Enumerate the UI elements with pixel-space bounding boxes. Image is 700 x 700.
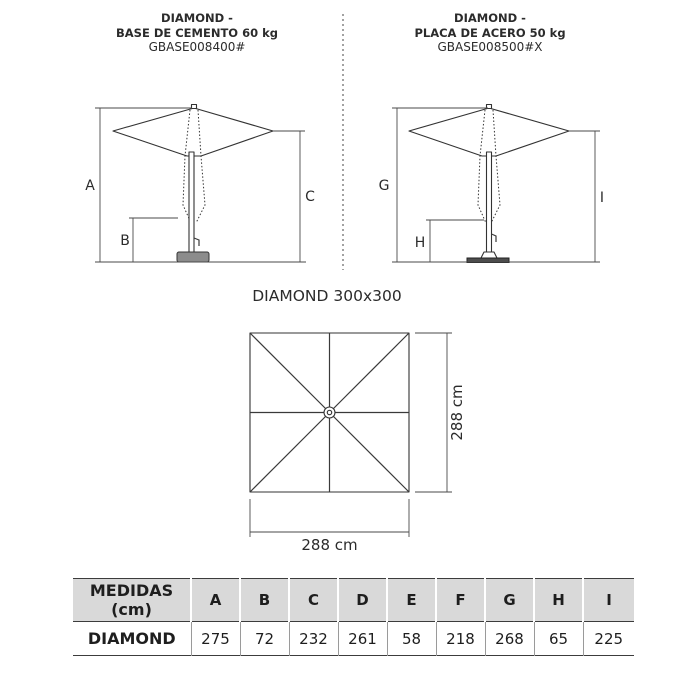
value-h: 65 [534,622,583,656]
cement-base-block [177,252,209,262]
column-header-b: B [240,579,289,622]
dimension-c [273,131,315,262]
column-header-i: I [583,579,634,622]
top-view-height-dimension [415,333,466,492]
cement-header-model: DIAMOND - [161,11,233,25]
steel-umbrella-side-view [409,105,569,263]
row-model-name: DIAMOND [87,629,176,648]
dimension-h-label: H [414,235,426,251]
cement-pole [189,152,194,253]
column-header-h: H [534,579,583,622]
dimension-i-label: I [599,190,605,206]
column-header-a: A [191,579,240,622]
value-f: 218 [436,622,485,656]
dimension-c-label: C [305,189,315,205]
value-e: 58 [387,622,436,656]
steel-plate-header [414,11,565,54]
dimension-g-label: G [378,178,390,194]
column-header-f: F [436,579,485,622]
steel-header-base: PLACA DE ACERO 50 kg [414,26,566,40]
steel-header-model: DIAMOND - [454,11,526,25]
center-hub [324,407,335,418]
value-a: 275 [191,622,240,656]
value-g: 268 [485,622,534,656]
table-row [73,622,634,656]
dimension-b-label: B [120,233,130,249]
column-header-d: D [338,579,387,622]
measures-header-unit: (cm) [111,600,152,619]
cement-finial [192,105,197,109]
steel-pole [487,152,492,253]
steel-pole-foot [481,252,497,258]
column-header-e: E [387,579,436,622]
dimension-a-label: A [85,178,95,194]
cement-base-header [116,11,278,54]
cement-canopy [113,108,273,156]
measures-header-title: MEDIDAS [89,581,174,600]
steel-crank-handle [492,234,497,242]
cement-header-code: GBASE008400# [148,40,246,54]
measures-header [73,579,191,622]
measurements-table [73,578,634,656]
steel-canopy [409,108,569,156]
cement-umbrella-side-view [113,105,273,263]
dimension-i [569,131,604,262]
column-header-g: G [485,579,534,622]
cement-header-base: BASE DE CEMENTO 60 kg [116,26,278,40]
value-c: 232 [289,622,338,656]
column-header-c: C [289,579,338,622]
cement-crank-handle [194,238,199,246]
steel-header-code: GBASE008500#X [437,40,543,54]
top-view-width-dimension [250,499,409,554]
value-d: 261 [338,622,387,656]
table-header-row [73,579,634,622]
dimension-b [120,218,178,262]
top-view-title: DIAMOND 300x300 [252,287,402,305]
height-dim-label: 288 cm [448,384,466,441]
dimension-h [415,220,484,262]
top-view [250,333,409,492]
value-i: 225 [583,622,634,656]
width-dim-label: 288 cm [301,536,358,554]
value-b: 72 [240,622,289,656]
